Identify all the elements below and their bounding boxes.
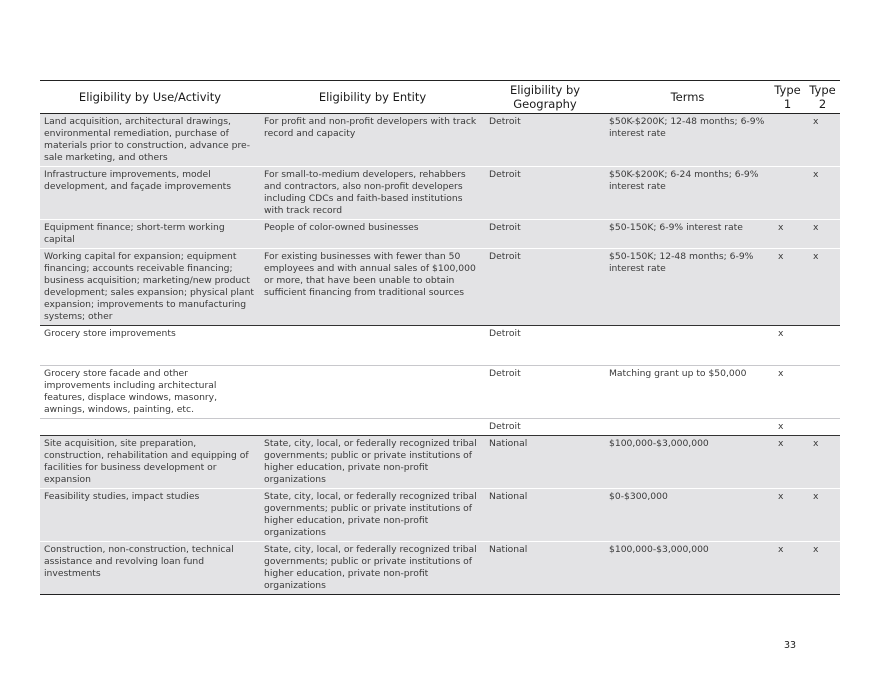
cell-type-1: x bbox=[770, 249, 805, 326]
cell-geography: Detroit bbox=[485, 326, 605, 366]
cell-terms: $50-150K; 12-48 months; 6-9% interest rate bbox=[605, 249, 770, 326]
cell-geography: Detroit bbox=[485, 419, 605, 436]
table-row bbox=[40, 114, 840, 167]
cell-geography: Detroit bbox=[485, 366, 605, 419]
header-row bbox=[40, 81, 840, 114]
cell-type-2: x bbox=[805, 249, 840, 326]
cell-use-activity: Equipment finance; short-term working capital bbox=[40, 220, 260, 249]
header-geography: Eligibility by Geography bbox=[485, 81, 605, 114]
cell-use-activity: Grocery store facade and other improvements including architectural features, displace windows, masonry, awnings, windows, painting, etc. bbox=[40, 366, 260, 419]
header-entity: Eligibility by Entity bbox=[260, 81, 485, 114]
table-row bbox=[40, 436, 840, 489]
cell-terms: $0-$300,000 bbox=[605, 489, 770, 542]
cell-entity: People of color-owned businesses bbox=[260, 220, 485, 249]
cell-terms bbox=[605, 326, 770, 366]
cell-type-2: x bbox=[805, 436, 840, 489]
cell-type-2 bbox=[805, 419, 840, 436]
cell-type-2 bbox=[805, 326, 840, 366]
cell-entity bbox=[260, 366, 485, 419]
cell-terms: $50K-$200K; 12-48 months; 6-9% interest rate bbox=[605, 114, 770, 167]
table-row bbox=[40, 489, 840, 542]
header-type-1: Type 1 bbox=[770, 81, 805, 114]
header-terms: Terms bbox=[605, 81, 770, 114]
cell-use-activity bbox=[40, 419, 260, 436]
cell-terms: Matching grant up to $50,000 bbox=[605, 366, 770, 419]
cell-terms: $100,000-$3,000,000 bbox=[605, 542, 770, 595]
cell-type-1: x bbox=[770, 489, 805, 542]
cell-use-activity: Grocery store improvements bbox=[40, 326, 260, 366]
cell-use-activity: Infrastructure improvements, model development, and façade improvements bbox=[40, 167, 260, 220]
cell-type-1: x bbox=[770, 419, 805, 436]
table-header bbox=[40, 81, 840, 114]
cell-geography: National bbox=[485, 542, 605, 595]
cell-type-1: x bbox=[770, 366, 805, 419]
cell-type-2: x bbox=[805, 220, 840, 249]
cell-geography: National bbox=[485, 489, 605, 542]
cell-use-activity: Site acquisition, site preparation, construction, rehabilitation and equipping of facilities for business development or expansion bbox=[40, 436, 260, 489]
eligibility-table bbox=[40, 80, 840, 595]
table-row bbox=[40, 220, 840, 249]
table-row bbox=[40, 542, 840, 595]
cell-terms: $50-150K; 6-9% interest rate bbox=[605, 220, 770, 249]
cell-type-2: x bbox=[805, 542, 840, 595]
cell-type-1: x bbox=[770, 326, 805, 366]
cell-use-activity: Working capital for expansion; equipment financing; accounts receivable financing; business acquisition; marketing/new product development; sales expansion; physical plant expansion; improvements to manufacturing systems; other bbox=[40, 249, 260, 326]
cell-geography: Detroit bbox=[485, 220, 605, 249]
cell-use-activity: Construction, non-construction, technical assistance and revolving loan fund investments bbox=[40, 542, 260, 595]
cell-geography: Detroit bbox=[485, 114, 605, 167]
table-row bbox=[40, 366, 840, 419]
cell-entity: State, city, local, or federally recognized tribal governments; public or private institutions of higher education, private non-profit organizations bbox=[260, 489, 485, 542]
page-number: 33 bbox=[784, 640, 797, 651]
cell-type-1 bbox=[770, 167, 805, 220]
cell-entity: State, city, local, or federally recognized tribal governments; public or private institutions of higher education, private non-profit organizations bbox=[260, 542, 485, 595]
cell-type-2: x bbox=[805, 489, 840, 542]
cell-terms bbox=[605, 419, 770, 436]
table-body bbox=[40, 114, 840, 595]
cell-geography: Detroit bbox=[485, 249, 605, 326]
table-row bbox=[40, 167, 840, 220]
cell-entity: For small-to-medium developers, rehabbers and contractors, also non-profit developers including CDCs and faith-based institutions with track record bbox=[260, 167, 485, 220]
table-row bbox=[40, 419, 840, 436]
cell-type-1: x bbox=[770, 542, 805, 595]
table-row bbox=[40, 326, 840, 366]
cell-terms: $50K-$200K; 6-24 months; 6-9% interest rate bbox=[605, 167, 770, 220]
header-use-activity: Eligibility by Use/Activity bbox=[40, 81, 260, 114]
header-type-2: Type 2 bbox=[805, 81, 840, 114]
cell-geography: Detroit bbox=[485, 167, 605, 220]
cell-entity: For existing businesses with fewer than 50 employees and with annual sales of $100,000 or more, that have been unable to obtain sufficient financing from traditional sources bbox=[260, 249, 485, 326]
cell-type-2: x bbox=[805, 167, 840, 220]
cell-type-2: x bbox=[805, 114, 840, 167]
cell-type-1: x bbox=[770, 220, 805, 249]
cell-type-2 bbox=[805, 366, 840, 419]
cell-type-1: x bbox=[770, 436, 805, 489]
cell-geography: National bbox=[485, 436, 605, 489]
cell-use-activity: Feasibility studies, impact studies bbox=[40, 489, 260, 542]
cell-terms: $100,000-$3,000,000 bbox=[605, 436, 770, 489]
cell-use-activity: Land acquisition, architectural drawings, environmental remediation, purchase of materials prior to construction, advance pre-sale marketing, and others bbox=[40, 114, 260, 167]
cell-entity: State, city, local, or federally recognized tribal governments; public or private institutions of higher education, private non-profit organizations bbox=[260, 436, 485, 489]
table-row bbox=[40, 249, 840, 326]
cell-entity: For profit and non-profit developers with track record and capacity bbox=[260, 114, 485, 167]
cell-entity bbox=[260, 326, 485, 366]
cell-type-1 bbox=[770, 114, 805, 167]
cell-entity bbox=[260, 419, 485, 436]
